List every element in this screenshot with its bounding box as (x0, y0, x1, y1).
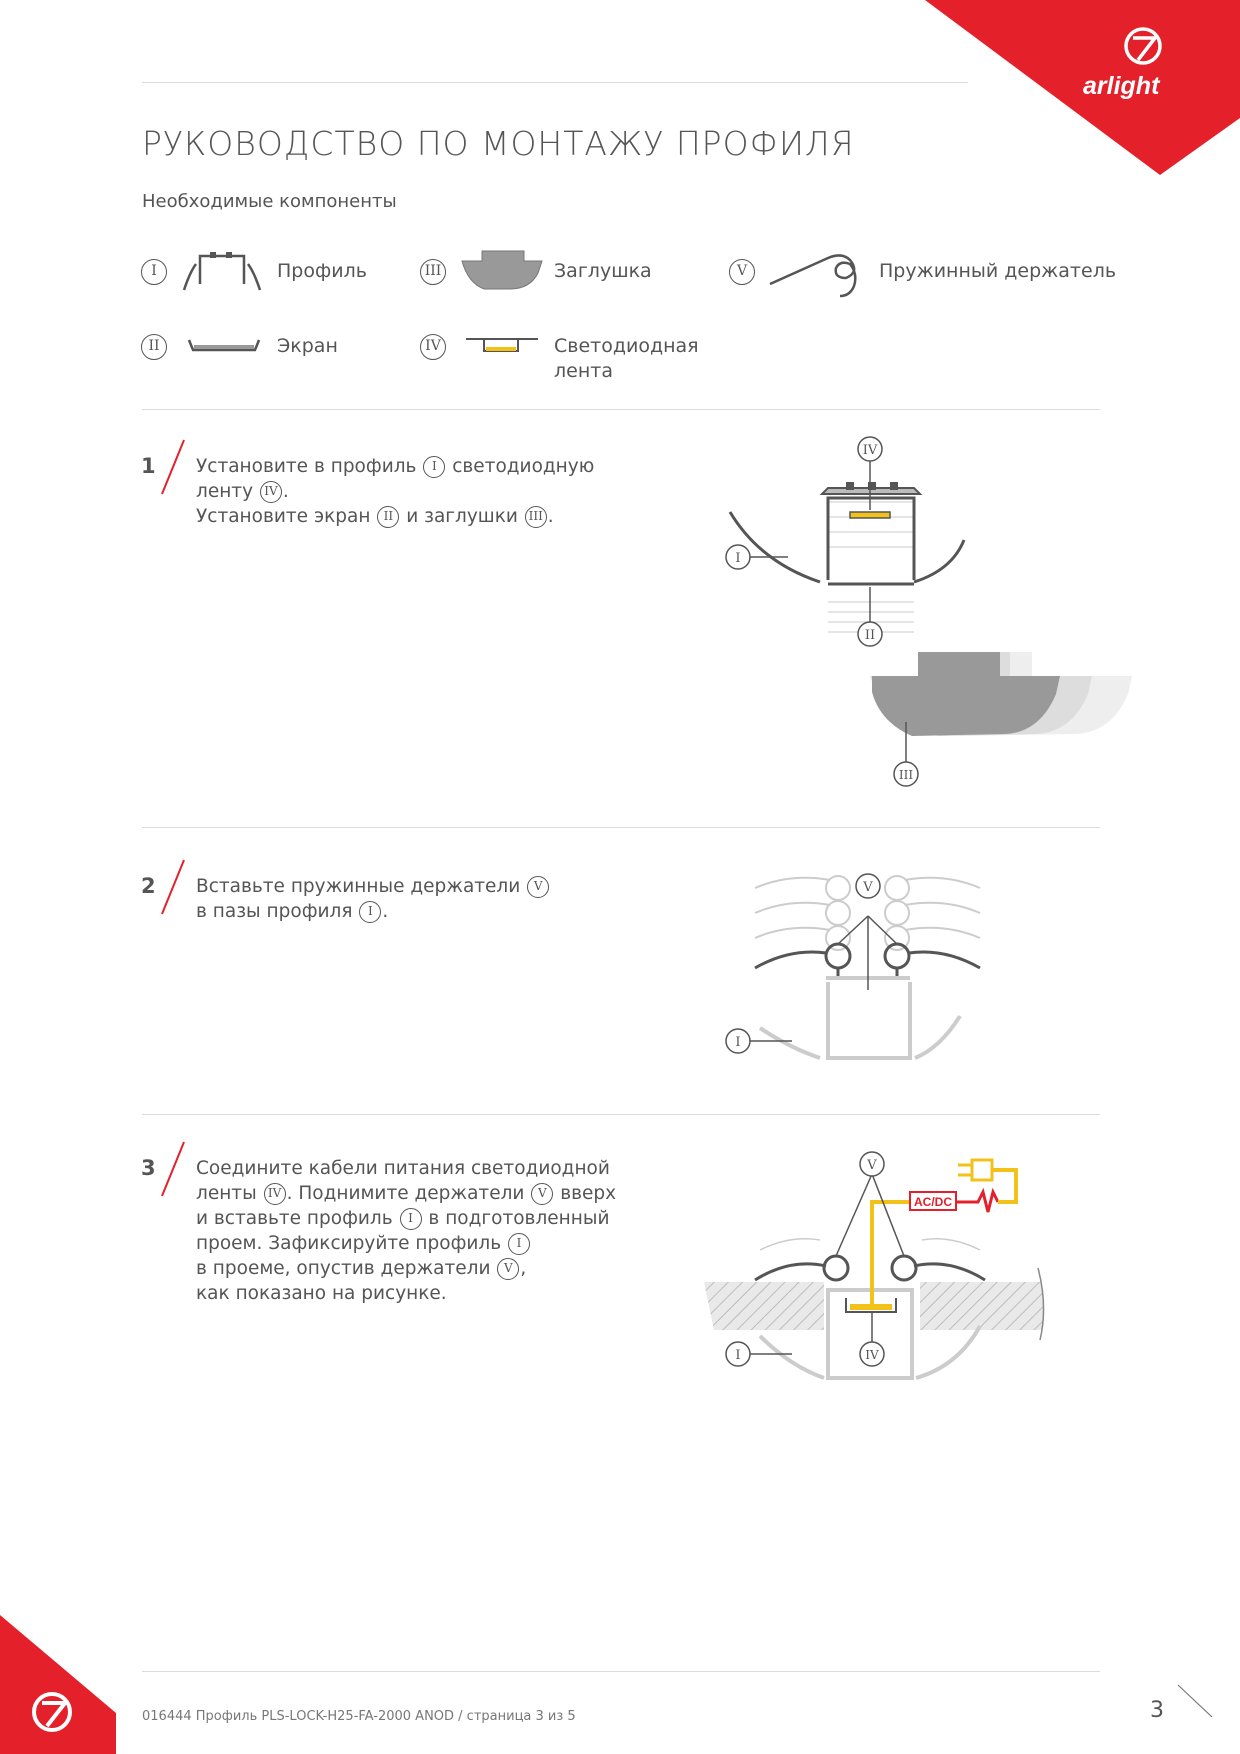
callout-V: V (863, 880, 873, 895)
component-label-ledstrip: Светодиодная лента (554, 335, 699, 382)
screen-icon (186, 336, 262, 356)
footer-text: 016444 Профиль PLS-LOCK-H25-FA-2000 ANOD / страница 3 из 5 (142, 1709, 576, 1724)
step-slash-icon (158, 1140, 188, 1198)
callout-I: I (735, 1035, 741, 1050)
profile-icon (182, 250, 262, 292)
top-divider (142, 82, 968, 83)
divider-2 (142, 827, 1100, 828)
page-number: 3 (1150, 1698, 1164, 1723)
roman-badge-V: V (729, 259, 755, 285)
corner-banner (925, 0, 1240, 175)
divider-1 (142, 409, 1100, 410)
step-2-text: Вставьте пружинные держатели V в пазы профиля I . (196, 874, 550, 924)
step-3-diagram (700, 1140, 1050, 1390)
step-slash-icon (158, 858, 188, 916)
callout-III: III (898, 768, 914, 782)
callout-IV: IV (862, 443, 878, 458)
callout-I: I (735, 551, 741, 566)
components-subtitle: Необходимые компоненты (142, 191, 397, 212)
callout-I: I (735, 1348, 741, 1363)
roman-badge-IV: IV (420, 334, 446, 360)
step-3-text: Соедините кабели питания светодиодной ленты IV . Поднимите держатели V вверх и вставьте профиль I в подготовленный проем. Зафиксируйте профиль I в проеме, опустив держатели V , как показано на рисунке. (196, 1158, 617, 1304)
callout-II: II (864, 628, 876, 643)
component-label-screen: Экран (277, 335, 338, 357)
divider-3 (142, 1114, 1100, 1115)
callout-IV: IV (865, 1348, 879, 1362)
step-2-diagram (700, 858, 1000, 1078)
page-corner-slash-icon (1176, 1683, 1216, 1719)
led-strip-icon (464, 336, 540, 356)
page-title: РУКОВОДСТВО ПО МОНТАЖУ ПРОФИЛЯ (142, 124, 855, 163)
component-label-endcap: Заглушка (554, 260, 652, 282)
footer-divider (142, 1671, 1100, 1672)
plug-icon (958, 1160, 992, 1180)
logo-text: arlight (1083, 72, 1160, 100)
acdc-label: AC/DC (914, 1195, 952, 1209)
step-number: 1 (141, 454, 156, 478)
step-1-diagram (700, 432, 1140, 792)
step-number: 3 (141, 1156, 156, 1180)
component-label-profile: Профиль (277, 260, 367, 282)
callout-V: V (867, 1158, 877, 1173)
spring-holder-icon (768, 248, 868, 300)
step-1-text: Установите в профиль I светодиодную ленту IV . Установите экран II и заглушки III . (196, 456, 595, 527)
component-label-spring: Пружинный держатель (879, 260, 1117, 282)
step-slash-icon (158, 438, 188, 496)
step-number: 2 (141, 874, 156, 898)
end-cap-icon (460, 247, 544, 291)
roman-badge-I: I (141, 259, 167, 285)
roman-badge-III: III (420, 259, 446, 285)
roman-badge-II: II (141, 334, 167, 360)
bottom-corner-banner (0, 1615, 120, 1754)
